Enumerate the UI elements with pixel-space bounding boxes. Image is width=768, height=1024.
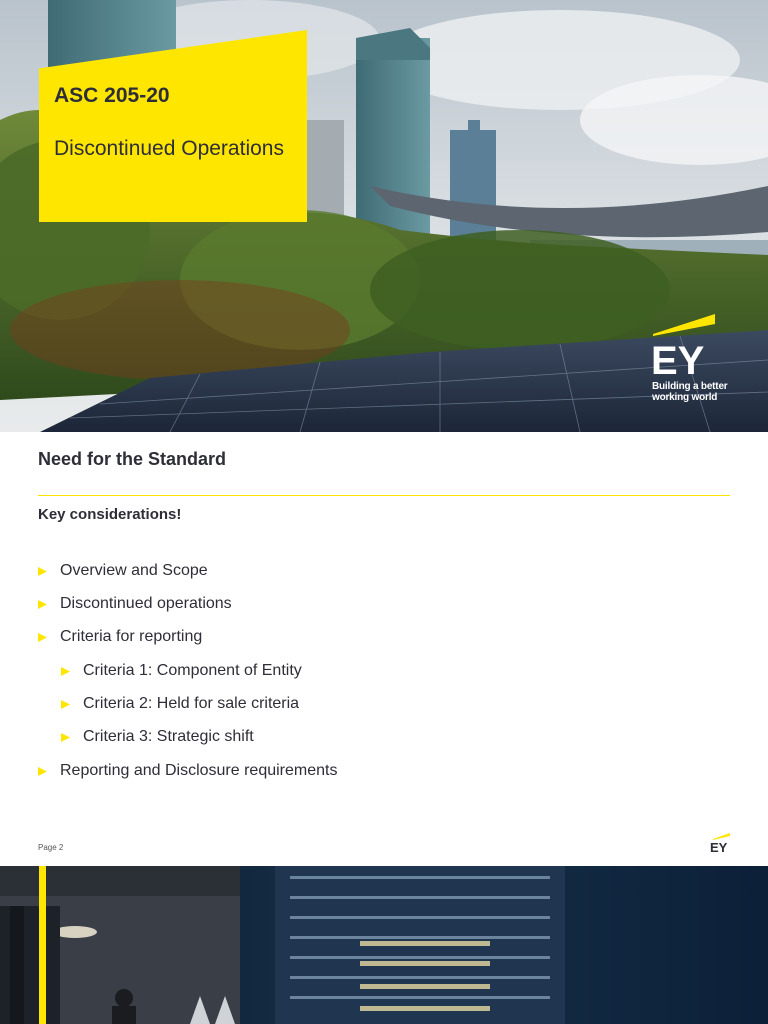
night-city-slide <box>0 866 768 1024</box>
bullet-text: Overview and Scope <box>60 562 208 579</box>
bullet-text: Criteria 1: Component of Entity <box>83 662 302 679</box>
document-title: Discontinued Operations <box>54 137 284 160</box>
sub-bullet-item <box>61 662 302 680</box>
bullet-text: Reporting and Disclosure requirements <box>60 762 338 779</box>
slide-heading: Need for the Standard <box>38 449 227 469</box>
ey-footer-logo-text: EY <box>710 840 728 854</box>
ey-tagline <box>652 381 742 403</box>
page-number: Page 2 <box>38 843 64 852</box>
sub-bullet-item <box>61 695 299 713</box>
bullet-item <box>38 595 232 613</box>
bullet-arrow-icon <box>61 733 70 742</box>
bullet-arrow-icon <box>38 600 47 609</box>
bullet-text: Criteria 2: Held for sale criteria <box>83 695 300 712</box>
bullet-arrow-icon <box>38 767 47 776</box>
cover-slide <box>0 0 768 432</box>
sub-bullet-item <box>61 728 254 746</box>
bullet-item <box>38 562 208 580</box>
tagline-line1: Building a better <box>652 381 728 392</box>
bullet-arrow-icon <box>38 633 47 642</box>
tagline-line2: working world <box>652 392 718 403</box>
bullet-arrow-icon <box>38 567 47 576</box>
night-city-photo <box>0 866 768 1024</box>
bullet-text: Criteria for reporting <box>60 628 203 645</box>
bullet-text: Criteria 3: Strategic shift <box>83 728 254 745</box>
document-code: ASC 205-20 <box>54 84 170 107</box>
bullet-text: Discontinued operations <box>60 595 232 612</box>
ey-footer-logo <box>709 832 731 854</box>
heading-divider <box>38 495 730 496</box>
bullet-item <box>38 628 202 646</box>
bullet-arrow-icon <box>61 700 70 709</box>
ey-logo-text: EY <box>651 339 705 382</box>
bullet-arrow-icon <box>61 667 70 676</box>
ey-logo <box>651 312 717 382</box>
slide-subheading: Key considerations! <box>38 506 182 523</box>
bullet-item <box>38 762 337 780</box>
content-slide <box>0 432 768 866</box>
